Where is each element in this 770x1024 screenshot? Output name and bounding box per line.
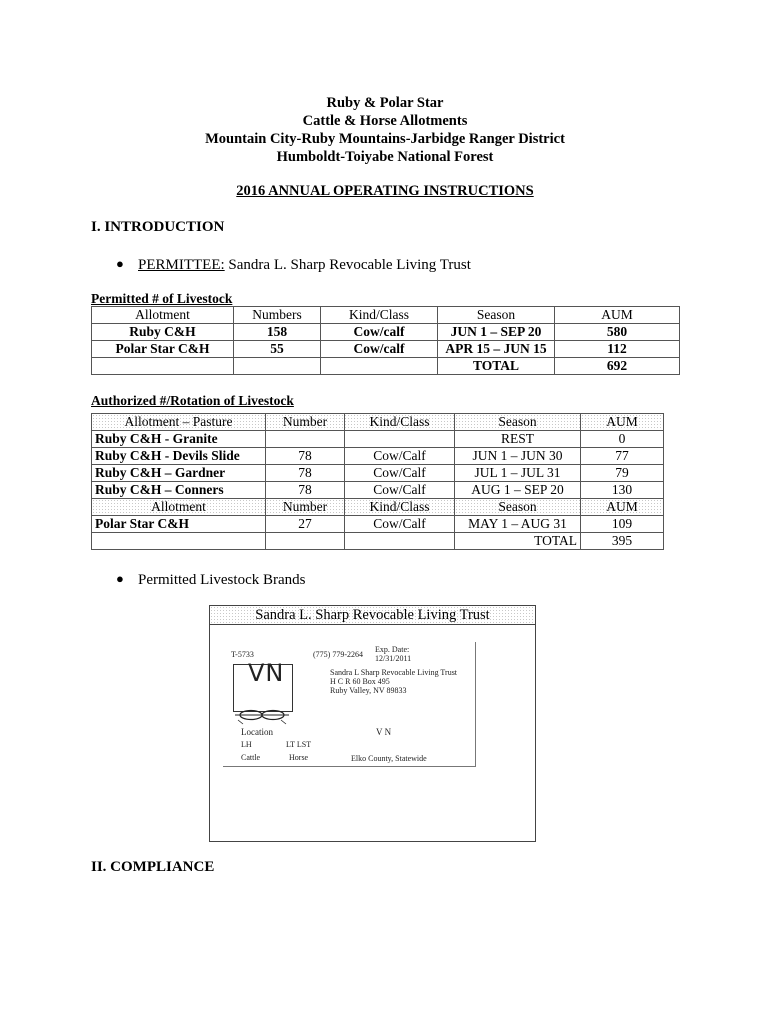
table-header: Season: [455, 499, 581, 516]
table-header: Allotment – Pasture: [92, 414, 266, 431]
permitted-caption: Permitted # of Livestock: [91, 291, 233, 306]
table-cell: 692: [555, 358, 680, 375]
brand-horse: Horse: [289, 753, 309, 762]
table-cell: APR 15 – JUN 15: [438, 341, 555, 358]
table-cell: 77: [581, 448, 664, 465]
table-row: [92, 516, 664, 533]
table-header-row: [92, 414, 664, 431]
table-cell: 109: [581, 516, 664, 533]
table-header: Kind/Class: [345, 414, 455, 431]
brand-lh: LH: [241, 740, 252, 749]
table-cell: 27: [266, 516, 345, 533]
section-introduction: I. INTRODUCTION: [91, 219, 225, 235]
brand-address-2: Ruby Valley, NV 89833: [330, 686, 407, 695]
table-row: [92, 533, 664, 550]
table-cell: Ruby C&H: [92, 324, 234, 341]
header-line-4: Humboldt-Toiyabe National Forest: [276, 149, 494, 165]
brand-box-title: Sandra L. Sharp Revocable Living Trust: [210, 606, 535, 625]
table-cell: Polar Star C&H: [92, 341, 234, 358]
table-cell: 395: [581, 533, 664, 550]
bullet-icon: ●: [116, 256, 124, 271]
table-header-row: [92, 499, 664, 516]
table-cell: REST: [455, 431, 581, 448]
table-cell: Cow/calf: [321, 324, 438, 341]
table-header: Season: [438, 307, 555, 324]
table-header: Numbers: [234, 307, 321, 324]
table-cell: Cow/Calf: [345, 448, 455, 465]
table-cell: Cow/Calf: [345, 465, 455, 482]
table-cell: 78: [266, 448, 345, 465]
brands-bullet-text: Permitted Livestock Brands: [138, 572, 306, 588]
table-header: Allotment: [92, 307, 234, 324]
brand-mark-box: [233, 659, 293, 712]
table-cell: Cow/calf: [321, 341, 438, 358]
table-header: Kind/Class: [321, 307, 438, 324]
brand-vn-small: V N: [376, 727, 392, 737]
table-cell: 158: [234, 324, 321, 341]
table-cell: 79: [581, 465, 664, 482]
brands-bullet: [116, 571, 305, 589]
table-cell: [266, 431, 345, 448]
table-cell: 0: [581, 431, 664, 448]
table-cell: 78: [266, 482, 345, 499]
header-line-1: Ruby & Polar Star: [326, 95, 444, 111]
table-row: [92, 358, 680, 375]
table-row: [92, 324, 680, 341]
table-cell: 78: [266, 465, 345, 482]
table-cell: [234, 358, 321, 375]
authorized-caption: Authorized #/Rotation of Livestock: [91, 393, 294, 408]
table-cell: [321, 358, 438, 375]
table-cell: Polar Star C&H: [92, 516, 266, 533]
brand-number: T-5733: [231, 650, 254, 659]
table-row: [92, 431, 664, 448]
table-header: Allotment: [92, 499, 266, 516]
table-cell: [266, 533, 345, 550]
table-cell: Ruby C&H - Granite: [92, 431, 266, 448]
table-cell: [92, 533, 266, 550]
brand-phone: (775) 779-2264: [313, 650, 363, 659]
table-cell: AUG 1 – SEP 20: [455, 482, 581, 499]
table-cell: JUL 1 – JUL 31: [455, 465, 581, 482]
permittee-value: Sandra L. Sharp Revocable Living Trust: [224, 257, 471, 273]
table-row: [92, 482, 664, 499]
brand-lt-lst: LT LST: [286, 740, 312, 749]
table-header: AUM: [581, 499, 664, 516]
table-cell: Ruby C&H – Gardner: [92, 465, 266, 482]
table-header: Number: [266, 414, 345, 431]
table-cell: Cow/Calf: [345, 516, 455, 533]
header-line-2: Cattle & Horse Allotments: [302, 113, 468, 129]
brand-mark: VN: [248, 659, 285, 687]
table-cell: 130: [581, 482, 664, 499]
brand-card-image: [223, 642, 476, 767]
authorized-rotation-table: [91, 413, 664, 550]
table-header: Season: [455, 414, 581, 431]
brand-county: Elko County, Statewide: [351, 754, 427, 763]
header-line-3: Mountain City-Ruby Mountains-Jarbidge Ranger District: [205, 131, 565, 147]
aoi-title: 2016 ANNUAL OPERATING INSTRUCTIONS: [236, 183, 534, 199]
brand-exp-label: Exp. Date:: [375, 645, 410, 654]
brand-exp-date: 12/31/2011: [375, 654, 412, 663]
table-cell: Ruby C&H – Conners: [92, 482, 266, 499]
table-row: [92, 465, 664, 482]
permittee-bullet: [116, 256, 471, 274]
table-cell: Cow/Calf: [345, 482, 455, 499]
table-header: AUM: [555, 307, 680, 324]
table-cell: Ruby C&H - Devils Slide: [92, 448, 266, 465]
table-header: Number: [266, 499, 345, 516]
brand-address-1: H C R 60 Box 495: [330, 677, 390, 686]
table-cell: TOTAL: [438, 358, 555, 375]
brand-owner: Sandra L Sharp Revocable Living Trust: [330, 668, 458, 677]
table-cell: JUN 1 – JUN 30: [455, 448, 581, 465]
permittee-label: PERMITTEE:: [138, 257, 225, 273]
table-cell: JUN 1 – SEP 20: [438, 324, 555, 341]
table-cell: TOTAL: [455, 533, 581, 550]
table-row: [92, 341, 680, 358]
permitted-livestock-table: [91, 306, 680, 375]
table-cell: 580: [555, 324, 680, 341]
table-cell: 112: [555, 341, 680, 358]
bullet-icon: ●: [116, 571, 124, 586]
brand-box: [209, 605, 536, 842]
section-compliance: II. COMPLIANCE: [91, 859, 215, 875]
table-cell: [92, 358, 234, 375]
table-row: [92, 448, 664, 465]
table-header: AUM: [581, 414, 664, 431]
document-header: [0, 94, 770, 166]
animal-location-icon: [233, 706, 293, 726]
table-cell: [345, 431, 455, 448]
table-cell: [345, 533, 455, 550]
table-cell: MAY 1 – AUG 31: [455, 516, 581, 533]
table-header: Kind/Class: [345, 499, 455, 516]
brand-cattle: Cattle: [241, 753, 261, 762]
brand-location-label: Location: [241, 727, 273, 737]
table-header-row: [92, 307, 680, 324]
table-cell: 55: [234, 341, 321, 358]
